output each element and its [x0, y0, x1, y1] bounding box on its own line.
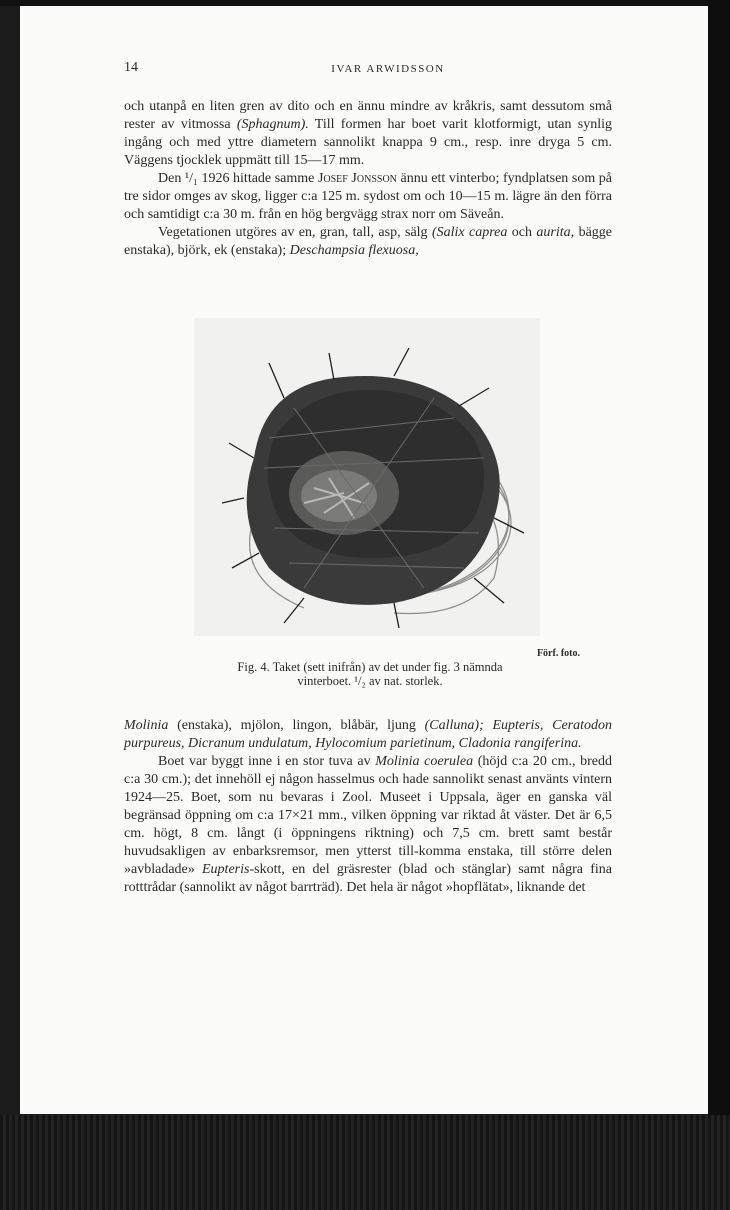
scan-border-bottom [0, 1115, 730, 1210]
page-number: 14 [124, 60, 138, 75]
caption-line-1: Fig. 4. Taket (sett inifrån) av det under fig. 3 nämnda [237, 660, 503, 674]
paragraph-nest-description [124, 98, 612, 170]
taxon-molinia: Molinia [124, 718, 169, 733]
taxon-aurita: aurita, [536, 225, 575, 240]
text-span: Den [158, 171, 185, 186]
running-header [124, 60, 652, 80]
text-span: Till formen har boet varit klotformigt, utan synlig ingång och med yttre diametern sannolikt knappa 9 cm., resp. inre dryga 5 cm. Väggens tjocklek uppmätt till 15—17 mm. [124, 117, 612, 168]
text-span: bägge enstaka), björk, ek (enstaka); [124, 225, 612, 258]
taxon-sphagnum: (Sphagnum). [236, 117, 309, 132]
text-span: -skott, en del gräsrester (blad och stänglar) samt några fina rotttrådar (sannolikt av något barrträd). Det hela är något »hopflätat», liknande det [124, 862, 612, 895]
paragraph-vegetation [124, 224, 612, 260]
date-fraction: ¹/₁ [184, 171, 198, 186]
nest-photograph [194, 318, 540, 636]
text-span: Boet var byggt inne i en stor tuva av [158, 754, 376, 769]
taxon-eupteris: Eupteris [202, 862, 250, 877]
photo-credit: Förf. foto. [536, 648, 580, 659]
caption-line-2: vinterboet. ¹/₂ av nat. storlek. [297, 674, 443, 688]
taxon-molinia-coerulea: Molinia coerulea [375, 754, 474, 769]
scan-border-right [708, 0, 730, 1210]
taxon-deschampsia: Deschampsia flexuosa, [289, 243, 419, 258]
text-span: och utanpå en liten gren av dito och en ännu mindre av kråkris, samt dessutom små rester av vitmossa [124, 99, 612, 132]
figure-caption [160, 660, 580, 688]
taxon-salix: (Salix caprea [431, 225, 508, 240]
author-header: IVAR ARWIDSSON [331, 63, 445, 75]
text-span: och [507, 225, 537, 240]
text-span: (enstaka), mjölon, lingon, blåbär, ljung [168, 718, 425, 733]
text-span: ännu ett vinterbo; fyndplatsen som på tre sidor omges av skog, ligger c:a 125 m. sydost om och 10—15 m. lägre än den förra och samtidigt c:a 30 m. från en hög bergvägg strax norr om Säveån. [124, 171, 613, 222]
taxon-list: (Calluna); Eupteris, Ceratodon purpureus, Dicranum undulatum, Hylocomium parietinum, Cladonia rangiferina. [124, 718, 613, 751]
text-block-bottom [124, 717, 612, 897]
paragraph-nest-structure [124, 753, 612, 897]
text-span: (höjd c:a 20 cm., bredd c:a 30 cm.); det innehöll ej någon hasselmus och hade sannolikt senast använts vintern 1924—25. Boet, som nu bevaras i Zool. Museet i Uppsala, äger en ganska väl begränsad öppning om c:a 17×21 mm., vilken öppning var riktad åt väster. Det är 6,5 cm. högt, 8 cm. långt (i öppningens riktning) och 7,5 cm. brett samt består huvudsakligen av enbarksremsor, men ytterst till-komma enstaka, till större delen »avbladade» [124, 754, 613, 877]
text-span: 1926 hittade samme [197, 171, 318, 186]
text-span: Vegetationen utgöres av en, gran, tall, asp, sälg [158, 225, 432, 240]
nest-image [194, 318, 540, 636]
paragraph-species-list [124, 717, 612, 753]
person-name: Josef Jonsson [317, 171, 397, 186]
text-block-top [124, 98, 612, 260]
paragraph-second-nest [124, 170, 612, 224]
